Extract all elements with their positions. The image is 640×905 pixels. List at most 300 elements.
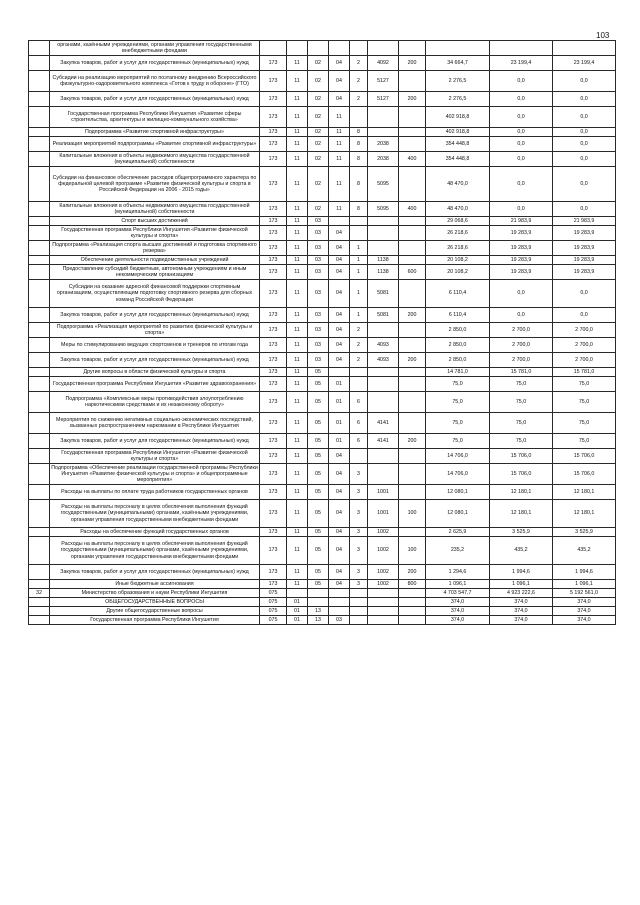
sum-year-2: 19 283,9 bbox=[490, 241, 553, 256]
table-row bbox=[29, 256, 616, 265]
section-code: 11 bbox=[287, 537, 308, 565]
subsection-code: 03 bbox=[308, 226, 329, 241]
subsection-code: 05 bbox=[308, 500, 329, 528]
table-row bbox=[29, 137, 616, 152]
expense-name: Капитальные вложения в объекты недвижимого имущества государственной (муниципальной) собственности bbox=[50, 202, 260, 217]
table-row bbox=[29, 202, 616, 217]
direction-code: 5095 bbox=[368, 202, 399, 217]
table-row bbox=[29, 449, 616, 464]
program-code: 04 bbox=[329, 256, 350, 265]
row-number bbox=[29, 152, 50, 167]
expense-name: Спорт высших достижений bbox=[50, 217, 260, 226]
expense-type-code bbox=[399, 137, 426, 152]
subsection-code: 03 bbox=[308, 338, 329, 353]
section-code: 11 bbox=[287, 107, 308, 128]
program-code: 04 bbox=[329, 528, 350, 537]
sum-year-1: 2 276,5 bbox=[426, 92, 490, 107]
sum-year-2 bbox=[490, 41, 553, 56]
row-number bbox=[29, 202, 50, 217]
section-code: 11 bbox=[287, 202, 308, 217]
direction-code: 1002 bbox=[368, 565, 399, 580]
subprogram-code bbox=[350, 107, 368, 128]
sum-year-1: 75,0 bbox=[426, 377, 490, 392]
section-code: 11 bbox=[287, 92, 308, 107]
sum-year-1: 14 706,0 bbox=[426, 464, 490, 485]
expense-type-code: 200 bbox=[399, 308, 426, 323]
subsection-code: 02 bbox=[308, 152, 329, 167]
sum-year-3: 19 283,9 bbox=[553, 256, 616, 265]
subprogram-code: 3 bbox=[350, 485, 368, 500]
expense-type-code: 600 bbox=[399, 265, 426, 280]
program-code: 01 bbox=[329, 392, 350, 413]
sum-year-3: 15 706,0 bbox=[553, 464, 616, 485]
direction-code: 1001 bbox=[368, 500, 399, 528]
row-number bbox=[29, 464, 50, 485]
sum-year-3: 374,0 bbox=[553, 598, 616, 607]
sum-year-3: 75,0 bbox=[553, 392, 616, 413]
program-code: 04 bbox=[329, 71, 350, 92]
table-row bbox=[29, 368, 616, 377]
section-code: 11 bbox=[287, 71, 308, 92]
table-row bbox=[29, 323, 616, 338]
subsection-code: 03 bbox=[308, 323, 329, 338]
subsection-code: 03 bbox=[308, 265, 329, 280]
program-code: 04 bbox=[329, 500, 350, 528]
table-row bbox=[29, 280, 616, 308]
subsection-code: 05 bbox=[308, 434, 329, 449]
program-code: 11 bbox=[329, 128, 350, 137]
subsection-code bbox=[308, 598, 329, 607]
expense-name: Закупка товаров, работ и услуг для государственных (муниципальных) нужд bbox=[50, 56, 260, 71]
sum-year-1: 12 080,1 bbox=[426, 485, 490, 500]
subprogram-code: 2 bbox=[350, 323, 368, 338]
subsection-code: 13 bbox=[308, 607, 329, 616]
expense-name: Расходы на обеспечение функций государственных органов bbox=[50, 528, 260, 537]
program-code: 04 bbox=[329, 56, 350, 71]
program-code: 11 bbox=[329, 152, 350, 167]
row-number bbox=[29, 500, 50, 528]
sum-year-2: 12 180,1 bbox=[490, 485, 553, 500]
sum-year-1: 354 448,8 bbox=[426, 152, 490, 167]
subsection-code: 13 bbox=[308, 616, 329, 625]
subprogram-code: 2 bbox=[350, 71, 368, 92]
section-code: 11 bbox=[287, 56, 308, 71]
sum-year-2: 0,0 bbox=[490, 92, 553, 107]
sum-year-3: 1 994,6 bbox=[553, 565, 616, 580]
dept-code: 173 bbox=[260, 107, 287, 128]
direction-code: 2038 bbox=[368, 137, 399, 152]
sum-year-2: 21 983,9 bbox=[490, 217, 553, 226]
sum-year-3: 0,0 bbox=[553, 167, 616, 202]
sum-year-3: 21 983,9 bbox=[553, 217, 616, 226]
row-number bbox=[29, 265, 50, 280]
expense-type-code bbox=[399, 217, 426, 226]
subsection-code: 02 bbox=[308, 107, 329, 128]
sum-year-3: 0,0 bbox=[553, 152, 616, 167]
subprogram-code: 8 bbox=[350, 137, 368, 152]
row-number bbox=[29, 449, 50, 464]
sum-year-2: 75,0 bbox=[490, 413, 553, 434]
dept-code: 173 bbox=[260, 413, 287, 434]
row-number bbox=[29, 107, 50, 128]
sum-year-1 bbox=[426, 41, 490, 56]
table-row bbox=[29, 528, 616, 537]
expense-name: Мероприятия по снижению негативных социально-экономических последствий, вызванных распространением наркомании в Республике Ингушетия bbox=[50, 413, 260, 434]
sum-year-3: 435,2 bbox=[553, 537, 616, 565]
expense-type-code bbox=[399, 485, 426, 500]
expense-name: Государственная программа Республики Ингушетия «Развитие физической культуры и спорта» bbox=[50, 226, 260, 241]
program-code: 04 bbox=[329, 265, 350, 280]
section-code: 11 bbox=[287, 434, 308, 449]
subprogram-code: 2 bbox=[350, 353, 368, 368]
table-row bbox=[29, 464, 616, 485]
table-row bbox=[29, 92, 616, 107]
sum-year-3: 0,0 bbox=[553, 107, 616, 128]
sum-year-2: 23 199,4 bbox=[490, 56, 553, 71]
sum-year-2: 374,0 bbox=[490, 598, 553, 607]
table-row bbox=[29, 71, 616, 92]
direction-code: 1138 bbox=[368, 256, 399, 265]
dept-code: 173 bbox=[260, 280, 287, 308]
expense-type-code bbox=[399, 128, 426, 137]
table-row bbox=[29, 580, 616, 589]
subsection-code: 05 bbox=[308, 485, 329, 500]
dept-code: 173 bbox=[260, 71, 287, 92]
sum-year-2: 374,0 bbox=[490, 607, 553, 616]
subprogram-code bbox=[350, 616, 368, 625]
expense-type-code bbox=[399, 392, 426, 413]
table-row bbox=[29, 167, 616, 202]
section-code: 11 bbox=[287, 500, 308, 528]
subprogram-code: 1 bbox=[350, 241, 368, 256]
sum-year-3: 374,0 bbox=[553, 616, 616, 625]
sum-year-2: 75,0 bbox=[490, 434, 553, 449]
table-row bbox=[29, 217, 616, 226]
dept-code: 173 bbox=[260, 528, 287, 537]
table-row bbox=[29, 392, 616, 413]
table-row bbox=[29, 589, 616, 598]
table-row bbox=[29, 152, 616, 167]
subsection-code: 02 bbox=[308, 56, 329, 71]
sum-year-3: 0,0 bbox=[553, 137, 616, 152]
sum-year-1: 374,0 bbox=[426, 607, 490, 616]
program-code: 11 bbox=[329, 202, 350, 217]
expense-name: Расходы на выплаты по оплате труда работников государственных органов bbox=[50, 485, 260, 500]
sum-year-1: 235,2 bbox=[426, 537, 490, 565]
sum-year-2: 3 525,9 bbox=[490, 528, 553, 537]
subprogram-code: 3 bbox=[350, 580, 368, 589]
direction-code bbox=[368, 616, 399, 625]
section-code bbox=[287, 41, 308, 56]
program-code bbox=[329, 598, 350, 607]
sum-year-2: 0,0 bbox=[490, 152, 553, 167]
subsection-code: 05 bbox=[308, 464, 329, 485]
expense-type-code: 200 bbox=[399, 565, 426, 580]
section-code: 11 bbox=[287, 353, 308, 368]
subprogram-code: 3 bbox=[350, 500, 368, 528]
sum-year-1: 4 703 547,7 bbox=[426, 589, 490, 598]
program-code: 04 bbox=[329, 92, 350, 107]
row-number: 32 bbox=[29, 589, 50, 598]
table-row bbox=[29, 338, 616, 353]
dept-code: 173 bbox=[260, 464, 287, 485]
table-row bbox=[29, 265, 616, 280]
expense-name: Субсидии на реализацию мероприятий по поэтапному внедрению Всероссийского физкультурно-оздоровительного комплекса «Готов к труду и обороне» (ГТО) bbox=[50, 71, 260, 92]
sum-year-3: 2 700,0 bbox=[553, 323, 616, 338]
program-code: 04 bbox=[329, 323, 350, 338]
table-row bbox=[29, 56, 616, 71]
expense-type-code: 400 bbox=[399, 152, 426, 167]
dept-code: 173 bbox=[260, 392, 287, 413]
expense-type-code: 800 bbox=[399, 580, 426, 589]
subsection-code: 03 bbox=[308, 241, 329, 256]
expense-type-code bbox=[399, 598, 426, 607]
section-code: 11 bbox=[287, 449, 308, 464]
table-row bbox=[29, 128, 616, 137]
expense-name: Субсидии на оказание адресной финансовой поддержки спортивным организациям, осуществляющим подготовку спортивного резерва для сборных команд Российской Федерации bbox=[50, 280, 260, 308]
sum-year-1: 34 664,7 bbox=[426, 56, 490, 71]
sum-year-2: 0,0 bbox=[490, 280, 553, 308]
section-code: 11 bbox=[287, 485, 308, 500]
table-row bbox=[29, 377, 616, 392]
program-code: 04 bbox=[329, 449, 350, 464]
expense-type-code: 100 bbox=[399, 537, 426, 565]
direction-code: 1001 bbox=[368, 485, 399, 500]
section-code: 01 bbox=[287, 616, 308, 625]
direction-code bbox=[368, 226, 399, 241]
subsection-code: 05 bbox=[308, 580, 329, 589]
section-code: 11 bbox=[287, 256, 308, 265]
row-number bbox=[29, 392, 50, 413]
expense-name: Предоставление субсидий бюджетным, автономным учреждениям и иным некоммерческим организациям bbox=[50, 265, 260, 280]
sum-year-1: 2 276,5 bbox=[426, 71, 490, 92]
expense-name: Государственная программа Республики Ингушетия «Развитие сферы строительства, архитектуры и жилищно-коммунального хозяйства» bbox=[50, 107, 260, 128]
expense-name: Иные бюджетные ассигнования bbox=[50, 580, 260, 589]
expense-name: Закупка товаров, работ и услуг для государственных (муниципальных) нужд bbox=[50, 565, 260, 580]
row-number bbox=[29, 616, 50, 625]
direction-code: 5081 bbox=[368, 280, 399, 308]
program-code bbox=[329, 217, 350, 226]
subprogram-code: 8 bbox=[350, 202, 368, 217]
expense-type-code bbox=[399, 107, 426, 128]
expense-name: Закупка товаров, работ и услуг для государственных (муниципальных) нужд bbox=[50, 92, 260, 107]
sum-year-1: 48 470,0 bbox=[426, 167, 490, 202]
subprogram-code: 3 bbox=[350, 565, 368, 580]
sum-year-2: 19 283,9 bbox=[490, 256, 553, 265]
expense-name: Меры по стимулированию ведущих спортсменов и тренеров по итогам года bbox=[50, 338, 260, 353]
sum-year-1: 48 470,0 bbox=[426, 202, 490, 217]
sum-year-2: 19 283,9 bbox=[490, 226, 553, 241]
program-code: 04 bbox=[329, 280, 350, 308]
direction-code: 4093 bbox=[368, 338, 399, 353]
expense-name: Капитальные вложения в объекты недвижимого имущества государственной (муниципальной) собственности bbox=[50, 152, 260, 167]
dept-code: 173 bbox=[260, 353, 287, 368]
table-row bbox=[29, 616, 616, 625]
subsection-code: 02 bbox=[308, 202, 329, 217]
sum-year-3 bbox=[553, 41, 616, 56]
dept-code: 173 bbox=[260, 217, 287, 226]
dept-code: 173 bbox=[260, 449, 287, 464]
sum-year-1: 402 918,8 bbox=[426, 128, 490, 137]
subsection-code: 03 bbox=[308, 217, 329, 226]
program-code bbox=[329, 589, 350, 598]
subsection-code: 03 bbox=[308, 308, 329, 323]
direction-code bbox=[368, 392, 399, 413]
direction-code: 4093 bbox=[368, 353, 399, 368]
direction-code: 5127 bbox=[368, 71, 399, 92]
dept-code: 075 bbox=[260, 616, 287, 625]
subsection-code bbox=[308, 589, 329, 598]
expense-type-code bbox=[399, 368, 426, 377]
row-number bbox=[29, 413, 50, 434]
dept-code: 173 bbox=[260, 565, 287, 580]
dept-code: 173 bbox=[260, 152, 287, 167]
page-number: 103 bbox=[596, 31, 610, 40]
dept-code: 173 bbox=[260, 128, 287, 137]
program-code: 11 bbox=[329, 107, 350, 128]
direction-code: 1002 bbox=[368, 537, 399, 565]
table-row bbox=[29, 241, 616, 256]
sum-year-2: 12 180,1 bbox=[490, 500, 553, 528]
section-code: 11 bbox=[287, 580, 308, 589]
sum-year-2: 1 096,1 bbox=[490, 580, 553, 589]
subprogram-code: 3 bbox=[350, 528, 368, 537]
expense-name: Расходы на выплаты персоналу в целях обеспечения выполнения функций государственными (муниципальными) органами, казёнными учреждениями, органами управления государственными внебюджетными фондами bbox=[50, 537, 260, 565]
dept-code: 173 bbox=[260, 241, 287, 256]
dept-code: 173 bbox=[260, 500, 287, 528]
program-code: 11 bbox=[329, 167, 350, 202]
subprogram-code bbox=[350, 607, 368, 616]
dept-code bbox=[260, 41, 287, 56]
table-row bbox=[29, 226, 616, 241]
sum-year-2: 0,0 bbox=[490, 137, 553, 152]
expense-name: Расходы на выплаты персоналу в целях обеспечения выполнения функций государственными (муниципальными) органами, казёнными учреждениями, органами управления государственными внебюджетными фондами bbox=[50, 500, 260, 528]
sum-year-3: 0,0 bbox=[553, 202, 616, 217]
subsection-code: 03 bbox=[308, 280, 329, 308]
sum-year-1: 20 108,2 bbox=[426, 265, 490, 280]
sum-year-2: 75,0 bbox=[490, 392, 553, 413]
expense-name: Реализация мероприятий подпрограммы «Развитие спортивной инфраструктуры» bbox=[50, 137, 260, 152]
sum-year-3: 0,0 bbox=[553, 128, 616, 137]
direction-code bbox=[368, 41, 399, 56]
table-row bbox=[29, 500, 616, 528]
row-number bbox=[29, 128, 50, 137]
sum-year-3: 19 283,9 bbox=[553, 226, 616, 241]
subprogram-code: 1 bbox=[350, 256, 368, 265]
sum-year-1: 75,0 bbox=[426, 392, 490, 413]
expense-name: Министерство образования и науки Республики Ингушетия bbox=[50, 589, 260, 598]
expense-name: Государственная программа Республики Ингушетия «Развитие здравоохранения» bbox=[50, 377, 260, 392]
expense-type-code bbox=[399, 256, 426, 265]
section-code: 11 bbox=[287, 241, 308, 256]
dept-code: 075 bbox=[260, 598, 287, 607]
program-code: 04 bbox=[329, 353, 350, 368]
program-code: 01 bbox=[329, 434, 350, 449]
direction-code: 5095 bbox=[368, 167, 399, 202]
subprogram-code: 8 bbox=[350, 152, 368, 167]
sum-year-3: 12 180,1 bbox=[553, 485, 616, 500]
subprogram-code: 3 bbox=[350, 464, 368, 485]
sum-year-3: 15 706,0 bbox=[553, 449, 616, 464]
sum-year-2: 15 706,0 bbox=[490, 449, 553, 464]
direction-code: 2038 bbox=[368, 152, 399, 167]
subprogram-code: 8 bbox=[350, 128, 368, 137]
sum-year-2: 0,0 bbox=[490, 71, 553, 92]
section-code: 11 bbox=[287, 217, 308, 226]
sum-year-3: 0,0 bbox=[553, 308, 616, 323]
section-code: 11 bbox=[287, 565, 308, 580]
sum-year-3: 19 283,9 bbox=[553, 241, 616, 256]
row-number bbox=[29, 280, 50, 308]
table-row bbox=[29, 565, 616, 580]
expense-type-code: 200 bbox=[399, 56, 426, 71]
dept-code: 173 bbox=[260, 167, 287, 202]
subprogram-code: 2 bbox=[350, 338, 368, 353]
subsection-code: 05 bbox=[308, 392, 329, 413]
subsection-code: 05 bbox=[308, 565, 329, 580]
dept-code: 173 bbox=[260, 256, 287, 265]
sum-year-2: 0,0 bbox=[490, 107, 553, 128]
expense-name: Государственная программа Республики Ингушетия «Развитие физической культуры и спорта» bbox=[50, 449, 260, 464]
sum-year-3: 374,0 bbox=[553, 607, 616, 616]
expense-type-code bbox=[399, 464, 426, 485]
program-code: 04 bbox=[329, 485, 350, 500]
section-code: 11 bbox=[287, 167, 308, 202]
section-code: 11 bbox=[287, 280, 308, 308]
direction-code bbox=[368, 217, 399, 226]
program-code: 04 bbox=[329, 338, 350, 353]
section-code bbox=[287, 589, 308, 598]
row-number bbox=[29, 368, 50, 377]
subsection-code: 02 bbox=[308, 128, 329, 137]
sum-year-3: 2 700,0 bbox=[553, 338, 616, 353]
direction-code bbox=[368, 377, 399, 392]
row-number bbox=[29, 598, 50, 607]
section-code: 11 bbox=[287, 413, 308, 434]
expense-name: Закупка товаров, работ и услуг для государственных (муниципальных) нужд bbox=[50, 353, 260, 368]
sum-year-3: 75,0 bbox=[553, 377, 616, 392]
budget-table bbox=[28, 40, 616, 625]
expense-type-code bbox=[399, 607, 426, 616]
subprogram-code: 3 bbox=[350, 537, 368, 565]
expense-name: Подпрограмма «Обеспечение реализации государственной программы Республики Ингушетия «Развитие физической культуры и спорта» и общепрограммные мероприятия» bbox=[51, 464, 258, 484]
expense-name: Государственная программа Республики Ингушетия bbox=[50, 616, 260, 625]
subsection-code: 05 bbox=[308, 377, 329, 392]
sum-year-1: 6 110,4 bbox=[426, 280, 490, 308]
sum-year-2: 0,0 bbox=[490, 308, 553, 323]
sum-year-1: 374,0 bbox=[426, 598, 490, 607]
row-number bbox=[29, 167, 50, 202]
direction-code: 5127 bbox=[368, 92, 399, 107]
sum-year-1: 374,0 bbox=[426, 616, 490, 625]
expense-name: Закупка товаров, работ и услуг для государственных (муниципальных) нужд bbox=[50, 308, 260, 323]
row-number bbox=[29, 537, 50, 565]
subsection-code: 05 bbox=[308, 449, 329, 464]
direction-code bbox=[368, 598, 399, 607]
sum-year-1: 2 850,0 bbox=[426, 323, 490, 338]
subprogram-code bbox=[350, 377, 368, 392]
dept-code: 173 bbox=[260, 580, 287, 589]
section-code: 01 bbox=[287, 607, 308, 616]
dept-code: 173 bbox=[260, 338, 287, 353]
sum-year-3: 0,0 bbox=[553, 71, 616, 92]
row-number bbox=[29, 137, 50, 152]
sum-year-3: 23 199,4 bbox=[553, 56, 616, 71]
subsection-code: 03 bbox=[308, 256, 329, 265]
expense-name: Другие вопросы в области физической культуры и спорта bbox=[50, 368, 260, 377]
dept-code: 173 bbox=[260, 308, 287, 323]
direction-code bbox=[368, 589, 399, 598]
